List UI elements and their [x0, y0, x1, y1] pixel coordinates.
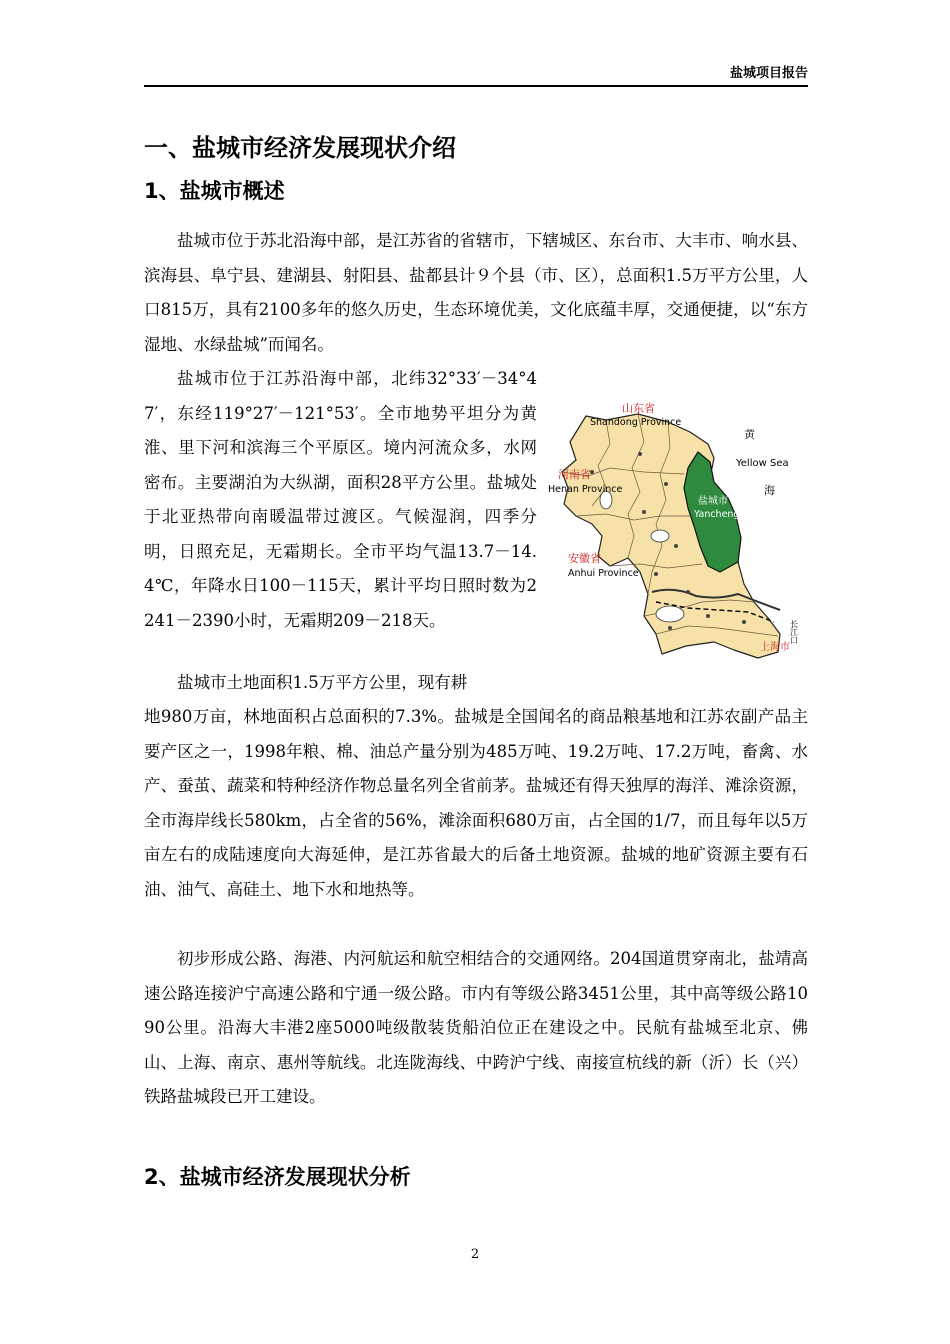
- label-anhui-en: Anhui Province: [568, 568, 639, 579]
- subsection-heading-analysis: 2、盐城市经济发展现状分析: [144, 1165, 411, 1189]
- paragraph-geography: 盐城市位于江苏沿海中部，北纬32°33′－34°47′，东经119°27′－121°53′。全市地势平坦分为黄淮、里下河和滨海三个平原区。境内河流众多，水网密布。主要湖泊为大纵湖，面积28平方公里。盐城处于北亚热带向南暖温带过渡区。气候湿润，四季分明，日照充足，无霜期长。全市平均气温13.7－14.4℃，年降水日100－115天，累计平均日照时数为2241－2390小时，无霜期209－218天。: [144, 369, 537, 630]
- paragraph-land-continued: 地980万亩，林地面积占总面积的7.3%。盐城是全国闻名的商品粮基地和江苏农副产品主要产区之一，1998年粮、棉、油总产量分别为485万吨、19.2万吨、17.2万吨，畜禽、水产、蚕茧、蔬菜和特种经济作物总量名列全省前茅。盐城还有得天独厚的海洋、滩涂资源，全市海岸线长580km，占全省的56%，滩涂面积680万亩，占全国的1/7，而且每年以5万亩左右的成陆速度向大海延伸，是江苏省最大的后备土地资源。盐城的地矿资源主要有石油、油气、高硅土、地下水和地热等。: [144, 707, 808, 899]
- label-shandong-cn: 山东省: [622, 402, 655, 415]
- paragraph-transport: 初步形成公路、海港、内河航运和航空相结合的交通网络。204国道贯穿南北，盐靖高速公路连接沪宁高速公路和宁通一级公路。市内有等级公路3451公里，其中高等级公路1090公里。沿海大丰港2座5000吨级散装货船泊位正在建设之中。民航有盐城至北京、佛山、上海、南京、惠州等航线。北连陇海线、中跨沪宁线、南接宣杭线的新（沂）长（兴）铁路盐城段已开工建设。: [144, 949, 808, 1106]
- header-rule: [144, 85, 808, 87]
- label-anhui-cn: 安徽省: [568, 552, 601, 565]
- label-henan-en: Henan Province: [548, 484, 623, 495]
- label-shandong-en: Shandong Province: [590, 417, 682, 428]
- section-heading: 一、盐城市经济发展现状介绍: [144, 134, 456, 162]
- lake-taihu-shape: [656, 606, 684, 622]
- paragraph-land-start: 盐城市土地面积1.5万平方公里，现有耕: [177, 673, 468, 692]
- label-shanghai-cn: 上海市: [760, 642, 790, 653]
- jiangsu-map-figure: [548, 396, 814, 661]
- label-henan-cn: 河南省: [558, 468, 591, 481]
- page-number: 2: [470, 1247, 480, 1262]
- label-yancheng-en: Yancheng: [694, 509, 740, 520]
- label-hai: 海: [764, 484, 775, 497]
- lake-shape: [651, 530, 669, 542]
- label-huang: 黄: [744, 428, 755, 441]
- label-yancheng-cn: 盐城市: [698, 496, 728, 507]
- label-yellow-sea-en: Yellow Sea: [736, 458, 789, 469]
- running-header: 盐城项目报告: [729, 66, 808, 81]
- paragraph-overview: 盐城市位于苏北沿海中部，是江苏省的省辖市，下辖城区、东台市、大丰市、响水县、滨海县、阜宁县、建湖县、射阳县、盐都县计９个县（市、区），总面积1.5万平方公里，人口815万，具有2100多年的悠久历史，生态环境优美，文化底蕴丰厚，交通便捷，以“东方湿地、水绿盐城”而闻名。: [144, 231, 808, 354]
- subsection-heading-overview: 1、盐城市概述: [144, 179, 285, 203]
- label-changjiang: 长江口: [789, 620, 799, 644]
